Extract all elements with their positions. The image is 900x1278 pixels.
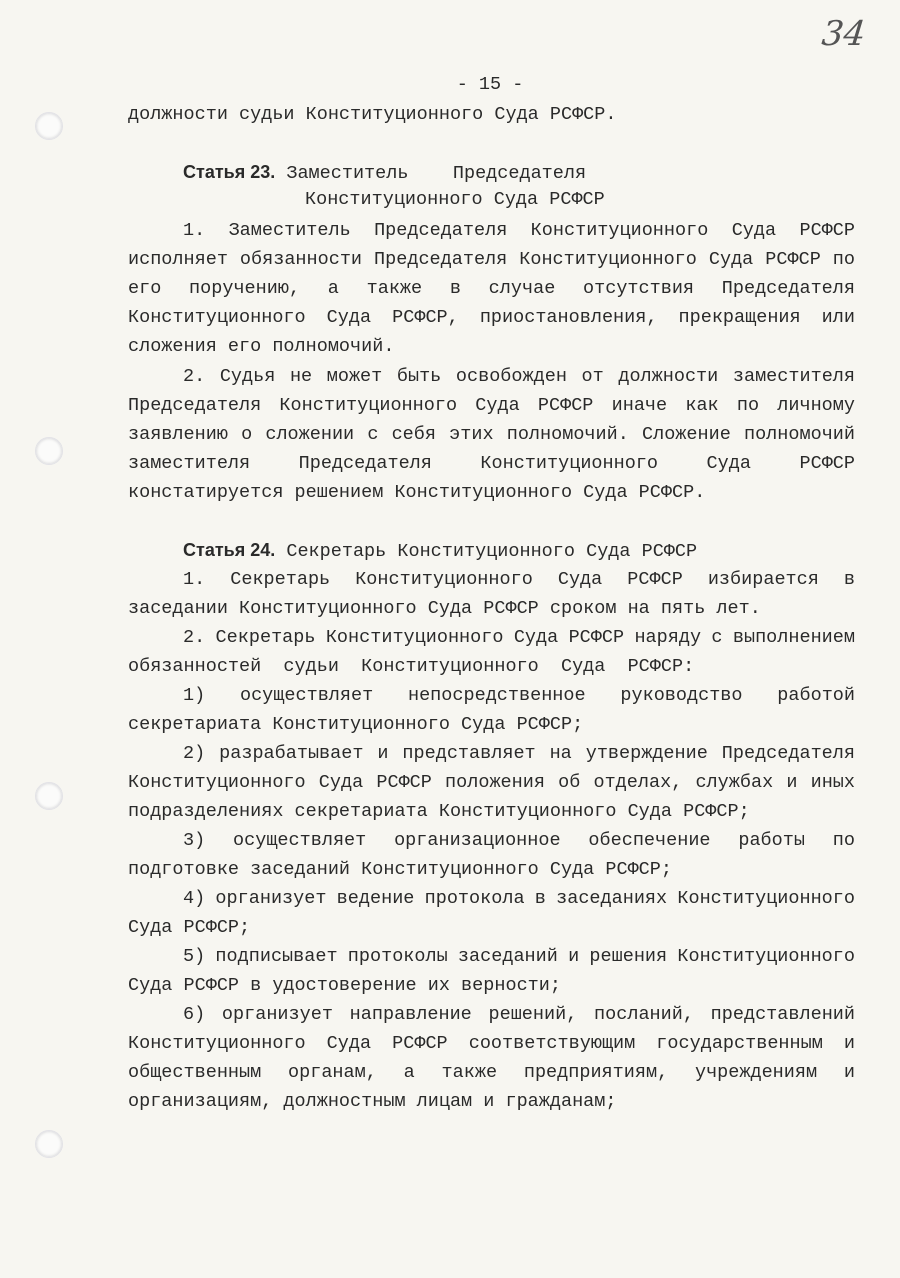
text-line: общественным органам, а также предприятиям, учреждениям и: [128, 1062, 855, 1083]
text-line: Конституционного Суда РСФСР положения об отделах, службах и иных: [128, 772, 855, 793]
text-line: 1. Заместитель Председателя Конституционного Суда РСФСР: [183, 220, 855, 241]
punch-hole: [35, 1130, 63, 1158]
carry-over-line: должности судьи Конституционного Суда РСФСР.: [128, 104, 617, 125]
page-number: - 15 -: [456, 74, 524, 95]
punch-hole: [35, 437, 63, 465]
text-line: 4) организует ведение протокола в заседаниях Конституционного: [183, 888, 855, 909]
text-line: секретариата Конституционного Суда РСФСР;: [128, 714, 584, 735]
text-line: подразделениях секретариата Конституционного Суда РСФСР;: [128, 801, 750, 822]
article-label: Статья 23.: [183, 162, 276, 182]
text-line: 6) организует направление решений, посланий, представлений: [183, 1004, 855, 1025]
text-line: Конституционного Суда РСФСР, приостановления, прекращения или: [128, 307, 855, 328]
text-line: заместителя Председателя Конституционного Суда РСФСР: [128, 453, 855, 474]
text-line: 2. Судья не может быть освобожден от должности заместителя: [183, 366, 855, 387]
punch-hole: [35, 782, 63, 810]
text-line: исполняет обязанности Председателя Конституционного Суда РСФСР по: [128, 249, 855, 270]
text-line: сложения его полномочий.: [128, 336, 395, 357]
article-24-heading: [183, 540, 697, 562]
text-line: Председателя Конституционного Суда РСФСР иначе как по личному: [128, 395, 855, 416]
text-line: заседании Конституционного Суда РСФСР сроком на пять лет.: [128, 598, 761, 619]
text-line: 3) осуществляет организационное обеспечение работы по: [183, 830, 855, 851]
article-title: Заместитель Председателя: [286, 163, 587, 184]
text-line: организациям, должностным лицам и гражданам;: [128, 1091, 617, 1112]
text-line: 1) осуществляет непосредственное руководство работой: [183, 685, 855, 706]
text-line: заявлению о сложении с себя этих полномочий. Сложение полномочий: [128, 424, 855, 445]
article-23-heading: [183, 162, 586, 184]
text-line: Суда РСФСР в удостоверение их верности;: [128, 975, 561, 996]
text-line: 2) разрабатывает и представляет на утверждение Председателя: [183, 743, 855, 764]
text-line: 2. Секретарь Конституционного Суда РСФСР наряду с выполнением: [183, 627, 855, 648]
article-title-line2: Конституционного Суда РСФСР: [305, 189, 605, 210]
text-line: обязанностей судьи Конституционного Суда РСФСР:: [128, 656, 695, 677]
handwritten-page-number: 34: [819, 14, 868, 54]
text-line: 1. Секретарь Конституционного Суда РСФСР избирается в: [183, 569, 855, 590]
article-title: Секретарь Конституционного Суда РСФСР: [286, 541, 698, 562]
text-line: Суда РСФСР;: [128, 917, 251, 938]
text-line: констатируется решением Конституционного Суда РСФСР.: [128, 482, 706, 503]
punch-hole: [35, 112, 63, 140]
text-line: его поручению, а также в случае отсутствия Председателя: [128, 278, 855, 299]
text-line: подготовке заседаний Конституционного Суда РСФСР;: [128, 859, 672, 880]
article-label: Статья 24.: [183, 540, 276, 560]
text-line: Конституционного Суда РСФСР соответствующим государственным и: [128, 1033, 855, 1054]
text-line: 5) подписывает протоколы заседаний и решения Конституционного: [183, 946, 855, 967]
